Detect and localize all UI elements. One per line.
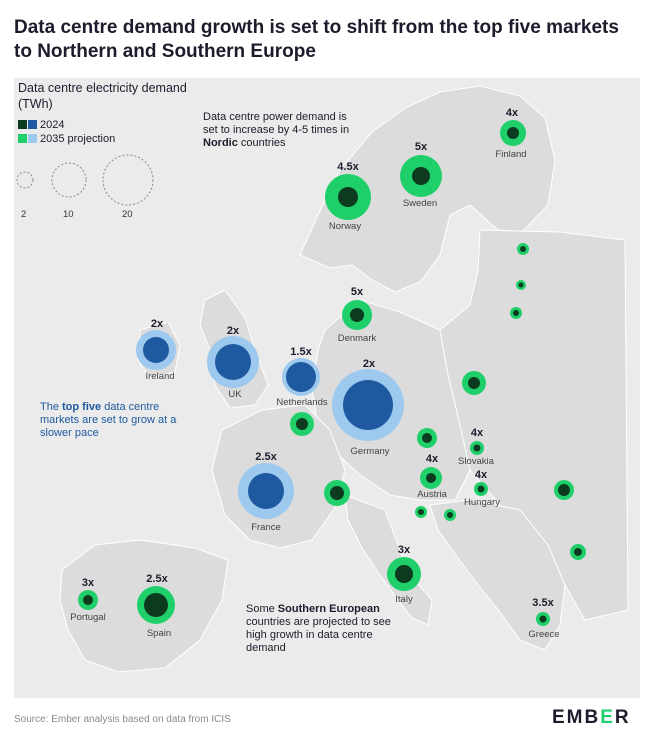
annotation-nordic-bold: Nordic xyxy=(203,137,238,149)
growth-label-greece: 3.5x xyxy=(532,597,554,609)
bubble-czechia-2024[interactable] xyxy=(422,433,432,443)
bubble-belgium-2024[interactable] xyxy=(296,418,308,430)
bubble-norway-2024[interactable] xyxy=(338,187,358,207)
bubble-france-2024[interactable] xyxy=(248,473,284,509)
bubble-finland-2024[interactable] xyxy=(507,127,519,139)
bubble-poland-2024[interactable] xyxy=(468,377,480,389)
growth-label-norway: 4.5x xyxy=(337,161,359,173)
growth-label-austria: 4x xyxy=(425,453,439,465)
annotation-nordic-pre: Data centre power demand is set to increase by 4-5 times in xyxy=(203,111,350,136)
annotation-top-five xyxy=(40,401,178,440)
country-label-denmark: Denmark xyxy=(337,333,377,344)
country-label-uk: UK xyxy=(228,389,242,400)
growth-label-finland: 4x xyxy=(505,107,519,119)
logo-part-1: EMB xyxy=(552,707,601,728)
growth-label-denmark: 5x xyxy=(350,286,364,298)
growth-label-spain: 2.5x xyxy=(146,573,168,585)
annotation-nordic xyxy=(203,111,353,150)
annotation-top-five-bold: top five xyxy=(62,401,102,413)
bubble-bulgaria-2024[interactable] xyxy=(574,548,582,556)
growth-label-slovakia: 4x xyxy=(470,427,484,439)
page-title: Data centre demand growth is set to shift from the top five markets to Northern and Southern Europe xyxy=(14,17,619,62)
bubble-lithuania-2024[interactable] xyxy=(513,310,519,316)
legend-size-10-label: 10 xyxy=(63,209,74,220)
annotation-nordic-post: countries xyxy=(237,137,286,149)
legend-size-2-label: 2 xyxy=(21,209,27,220)
bubble-romania-2024[interactable] xyxy=(558,484,570,496)
country-label-slovakia: Slovakia xyxy=(458,456,494,467)
country-label-austria: Austria xyxy=(417,489,447,500)
country-label-netherlands: Netherlands xyxy=(276,397,328,408)
bubble-latvia-2024[interactable] xyxy=(519,283,524,288)
bubble-italy-2024[interactable] xyxy=(395,565,413,583)
country-label-spain: Spain xyxy=(146,628,172,639)
legend-2035-label: 2035 projection xyxy=(40,133,116,145)
legend-2024-blue-swatch xyxy=(28,120,37,129)
country-label-finland: Finland xyxy=(495,149,527,160)
logo-part-2: E xyxy=(600,707,615,728)
bubble-slovakia-2024[interactable] xyxy=(474,445,481,452)
bubble-uk-2024[interactable] xyxy=(215,344,251,380)
legend-size-20-label: 20 xyxy=(122,209,133,220)
country-label-france: France xyxy=(251,522,281,533)
growth-label-germany: 2x xyxy=(362,358,376,370)
growth-label-portugal: 3x xyxy=(81,577,95,589)
legend-2035-green-swatch xyxy=(18,134,27,143)
bubble-germany-2024[interactable] xyxy=(343,380,393,430)
growth-label-netherlands: 1.5x xyxy=(290,346,312,358)
logo-part-3: R xyxy=(614,707,631,728)
bubble-hungary-2024[interactable] xyxy=(478,486,485,493)
annotation-southern-bold: Southern European xyxy=(277,603,380,615)
growth-label-france: 2.5x xyxy=(255,451,277,463)
country-label-ireland: Ireland xyxy=(145,371,175,382)
annotation-southern-pre: Some xyxy=(246,603,278,615)
bubble-estonia-2024[interactable] xyxy=(520,246,526,252)
country-label-norway: Norway xyxy=(328,221,362,232)
legend-2024-label: 2024 xyxy=(40,119,65,131)
bubble-spain-2024[interactable] xyxy=(144,593,168,617)
growth-label-italy: 3x xyxy=(397,544,411,556)
annotation-southern xyxy=(246,603,396,655)
source-note: Source: Ember analysis based on data from ICIS xyxy=(14,714,231,725)
annotation-top-five-pre: The xyxy=(40,401,63,413)
bubble-portugal-2024[interactable] xyxy=(83,595,93,605)
legend-title: Data centre electricity demand (TWh) xyxy=(18,81,187,111)
country-label-sweden: Sweden xyxy=(402,198,438,209)
growth-label-ireland: 2x xyxy=(150,318,164,330)
annotation-southern-post: countries are projected to see high growth in data centre demand xyxy=(246,616,391,654)
bubble-netherlands-2024[interactable] xyxy=(286,362,316,392)
bubble-austria-2024[interactable] xyxy=(426,473,436,483)
bubble-switzerland-2024[interactable] xyxy=(330,486,344,500)
annotation-top-five-post: data centre markets are set to grow at a slower pace xyxy=(40,401,177,439)
growth-label-sweden: 5x xyxy=(414,141,428,153)
country-label-italy: Italy xyxy=(395,594,413,605)
country-label-portugal: Portugal xyxy=(70,612,106,623)
legend-2035-blue-swatch xyxy=(28,134,37,143)
legend-2024-green-swatch xyxy=(18,120,27,129)
growth-label-hungary: 4x xyxy=(474,469,488,481)
ember-logo xyxy=(552,707,631,729)
bubble-ireland-2024[interactable] xyxy=(143,337,169,363)
country-label-greece: Greece xyxy=(528,629,560,640)
bubble-slovenia-2024[interactable] xyxy=(418,509,424,515)
bubble-denmark-2024[interactable] xyxy=(350,308,364,322)
bubble-greece-2024[interactable] xyxy=(540,616,547,623)
bubble-sweden-2024[interactable] xyxy=(412,167,430,185)
country-label-germany: Germany xyxy=(350,446,390,457)
country-label-hungary: Hungary xyxy=(464,497,500,508)
growth-label-uk: 2x xyxy=(226,325,240,337)
bubble-croatia-2024[interactable] xyxy=(447,512,453,518)
